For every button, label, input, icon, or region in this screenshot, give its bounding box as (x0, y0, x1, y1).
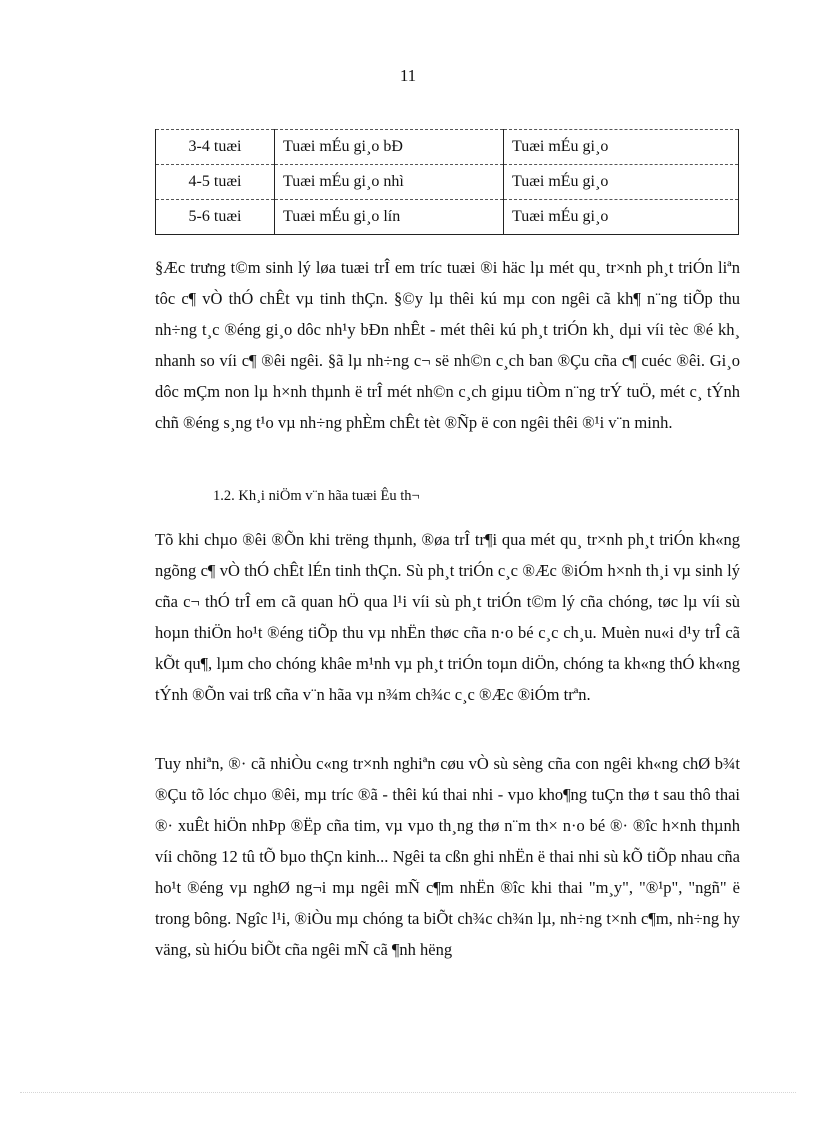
age-cell: 3-4 tuæi (156, 130, 275, 165)
age-cell: 4-5 tuæi (156, 165, 275, 200)
age-group-table (155, 129, 739, 235)
class-cell: Tuæi mÉu gi¸o nhì (275, 165, 504, 200)
page-number: 11 (399, 66, 417, 85)
age-cell: 5-6 tuæi (156, 200, 275, 235)
class-cell: Tuæi mÉu gi¸o lín (275, 200, 504, 235)
table-row (156, 130, 739, 165)
class-cell: Tuæi mÉu gi¸o bÐ (275, 130, 504, 165)
footer-divider (20, 1092, 796, 1093)
paragraph-development: Tõ khi chµo ®êi ®Õn khi trëng thµnh, ®øa trÎ tr¶i qua mét qu¸ tr×nh ph¸t triÓn kh«ng ngõng c¶ vÒ thÓ chÊt lÉn tinh thÇn. Sù ph¸t triÓn c¸c ®Æc ®iÓm h×nh th¸i vµ sinh lý cña c¬ thÓ trÎ em cã quan hÖ qua l¹i víi sù ph¸t triÓn t©m lý cña chóng, tøc lµ víi sù hoµn thiÖn ho¹t ®éng tiÕp thu vµ nhËn thøc cña n·o bé c¸c ch¸u. Muèn nu«i d¹y trÎ cã kÕt qu¶, lµm cho chóng khâe m¹nh vµ ph¸t triÓn toµn diÖn, chóng ta kh«ng thÓ kh«ng tÝnh ®Õn vai trß cña v¨n hãa vµ n¾m ch¾c c¸c ®Æc ®iÓm trªn. (155, 530, 740, 704)
level-cell: Tuæi mÉu gi¸o (504, 165, 739, 200)
table-row (156, 165, 739, 200)
table-row (156, 200, 739, 235)
paragraph-prenatal: Tuy nhiªn, ®· cã nhiÒu c«ng tr×nh nghiªn cøu vÒ sù sèng cña con ngêi kh«ng chØ b¾t ®Çu tõ lóc chµo ®êi, mµ tríc ®ã - thêi kú thai nhi - vµo kho¶ng tuÇn thø t sau thô thai ®· xuÊt hiÖn nhÞp ®Ëp cña tim, vµ vµo th¸ng thø n¨m th× n·o bé ®· ®îc h×nh thµnh víi chõng 12 tû tÕ bµo thÇn kinh... Ngêi ta cßn ghi nhËn ë thai nhi sù kÕ tiÕp nhau cña ho¹t ®éng vµ nghØ ng¬i mµ ngêi mÑ c¶m nhËn ®îc khi thai "m¸y", "®¹p", "ngñ" ë trong bông. Ngîc l¹i, ®iÒu mµ chóng ta biÕt ch¾c ch¾n lµ, nh÷ng t×nh c¶m, nh÷ng hy väng, sù hiÓu biÕt cña ngêi mÑ cã ¶nh hëng (155, 754, 740, 959)
paragraph-psychology: §Æc trưng t©m sinh lý løa tuæi trÎ em tríc tuæi ®i häc lµ mét qu¸ tr×nh ph¸t triÓn liªn tôc c¶ vÒ thÓ chÊt vµ tinh thÇn. §©y lµ thêi kú mµ con ngêi cã kh¶ n¨ng tiÕp thu nh÷ng t¸c ®éng gi¸o dôc nh¹y bÐn nhÊt - mét thêi kú ph¸t triÓn kh¸ dµi víi tèc ®é kh¸ nhanh so víi c¶ ®êi ngêi. §ã lµ nh÷ng c¬ së nh©n c¸ch ban ®Çu cña c¶ cuéc ®êi. Gi¸o dôc mÇm non lµ h×nh thµnh ë trÎ mét nh©n c¸ch giµu tiÒm n¨ng trÝ tuÖ, mét c¸ tÝnh chñ ®éng s¸ng t¹o vµ nh÷ng phÈm chÊt tèt ®Ñp ë con ngêi thêi ®¹i v¨n minh. (155, 258, 740, 432)
section-heading: 1.2. Kh¸i niÖm v¨n hãa tuæi Êu th¬ (213, 488, 420, 504)
level-cell: Tuæi mÉu gi¸o (504, 200, 739, 235)
level-cell: Tuæi mÉu gi¸o (504, 130, 739, 165)
